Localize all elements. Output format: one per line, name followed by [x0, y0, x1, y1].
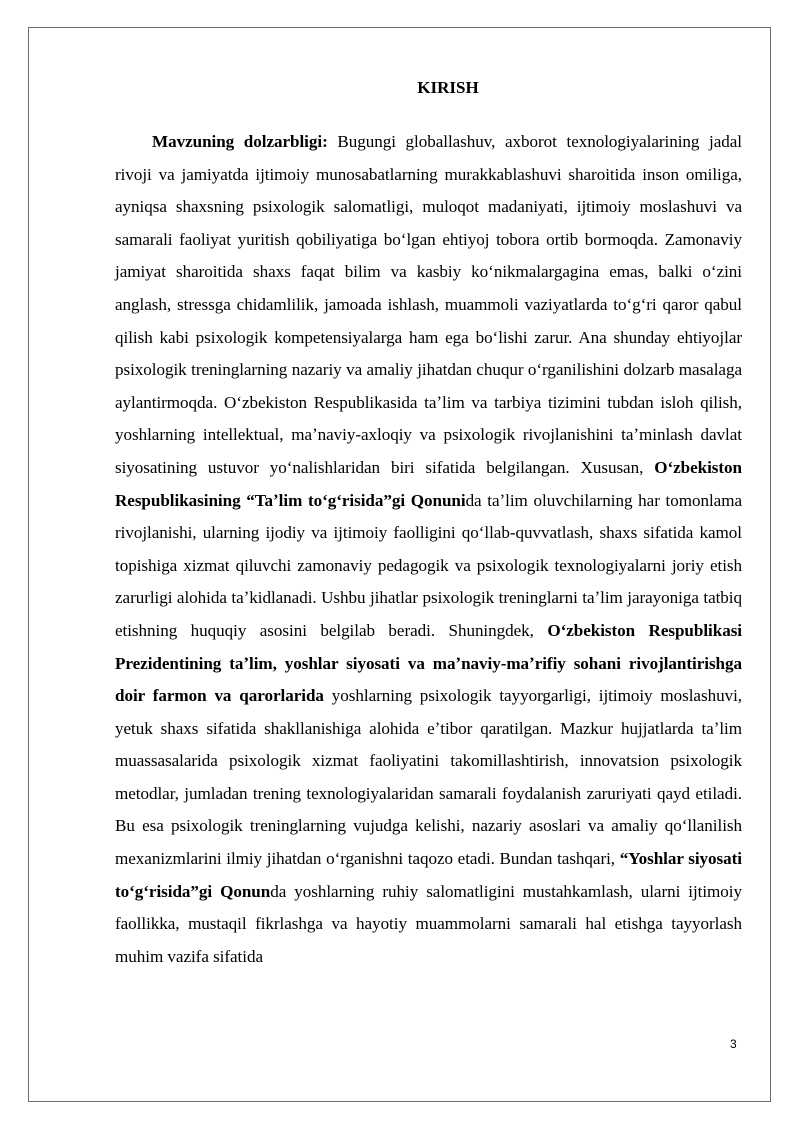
emphasis-education-law: Oʻzbekiston Respublikasining “Taʼlim toʻgʻrisida”gi Qonuni — [115, 457, 742, 510]
text-run: yoshlarning psixologik tayyorgarligi, ijtimoiy moslashuvi, yetuk shaxs sifatida shakllanishiga alohida eʼtibor qaratilgan. Mazkur hujjatlarda taʼlim muassasalarida psixologik xizmat faoliyatini takomillashtirish, innovatsion psixologik metodlar, jumladan trening texnologiyalaridan samarali foydalanish zaruriyati qayd etiladi. Bu esa psixologik treninglarning vujudga kelishi, nazariy asoslari va amaliy qoʻllanilish mexanizmlarini ilmiy jihatdan oʻrganishni taqozo etadi. Bundan tashqari, — [115, 686, 742, 869]
emphasis-youth-policy-law: “Yoshlar siyosati toʻgʻrisida”gi Qonun — [115, 849, 742, 901]
body-paragraph — [115, 126, 742, 973]
section-heading: KIRISH — [417, 78, 479, 97]
text-run: da taʼlim oluvchilarning har tomonlama rivojlanishi, ularning ijodiy va ijtimoiy faolligini qoʻllab-quvvatlash, shaxs sifatida kamol topishiga xizmat qiluvchi zamonaviy pedagogik va psixologik texnologiyalarni joriy etish zarurligi alohida taʼkidlanadi. Ushbu jihatlar psixologik treninglarni taʼlim jarayoniga tatbiq etishning huquqiy asosini belgilab beradi. Shuningdek, — [115, 490, 742, 640]
emphasis-topic-relevance: Mavzuning dolzarbligi: — [152, 132, 328, 151]
page-number: 3 — [730, 1037, 737, 1051]
emphasis-presidential-decrees: Oʻzbekiston Respublikasi Prezidentining taʼlim, yoshlar siyosati va maʼnaviy-maʼrifiy sohani rivojlantirishga doir farmon va qarorlarida — [115, 620, 742, 706]
text-run: da yoshlarning ruhiy salomatligini mustahkamlash, ularni ijtimoiy faollikka, mustaqil fikrlashga va hayotiy muammolarni samarali hal etishga tayyorlash muhim vazifa sifatida — [115, 881, 743, 966]
text-run: Bugungi globallashuv, axborot texnologiyalarining jadal rivoji va jamiyatda ijtimoiy munosabatlarning murakkablashuvi sharoitida inson omiliga, ayniqsa shaxsning psixologik salomatligi, muloqot madaniyati, ijtimoiy moslashuvi va samarali faoliyat yuritish qobiliyatiga boʻlgan ehtiyoj tobora ortib bormoqda. Zamonaviy jamiyat sharoitida shaxs faqat bilim va kasbiy koʻnikmalargagina emas, balki oʻzini anglash, stressga chidamlilik, jamoada ishlash, muammoli vaziyatlarda toʻgʻri qaror qabul qilish kabi psixologik kompetensiyalarga ham ega boʻlishi zarur. Ana shunday ehtiyojlar psixologik treninglarning nazariy va amaliy jihatdan chuqur oʻrganilishini dolzarb masalaga aylantirmoqda. Oʻzbekiston Respublikasida taʼlim va tarbiya tizimini tubdan isloh qilish, yoshlarning intellektual, maʼnaviy-axloqiy va psixologik rivojlanishini taʼminlash davlat siyosatining ustuvor yoʻnalishlaridan biri sifatida belgilangan. Xususan, — [115, 132, 743, 477]
